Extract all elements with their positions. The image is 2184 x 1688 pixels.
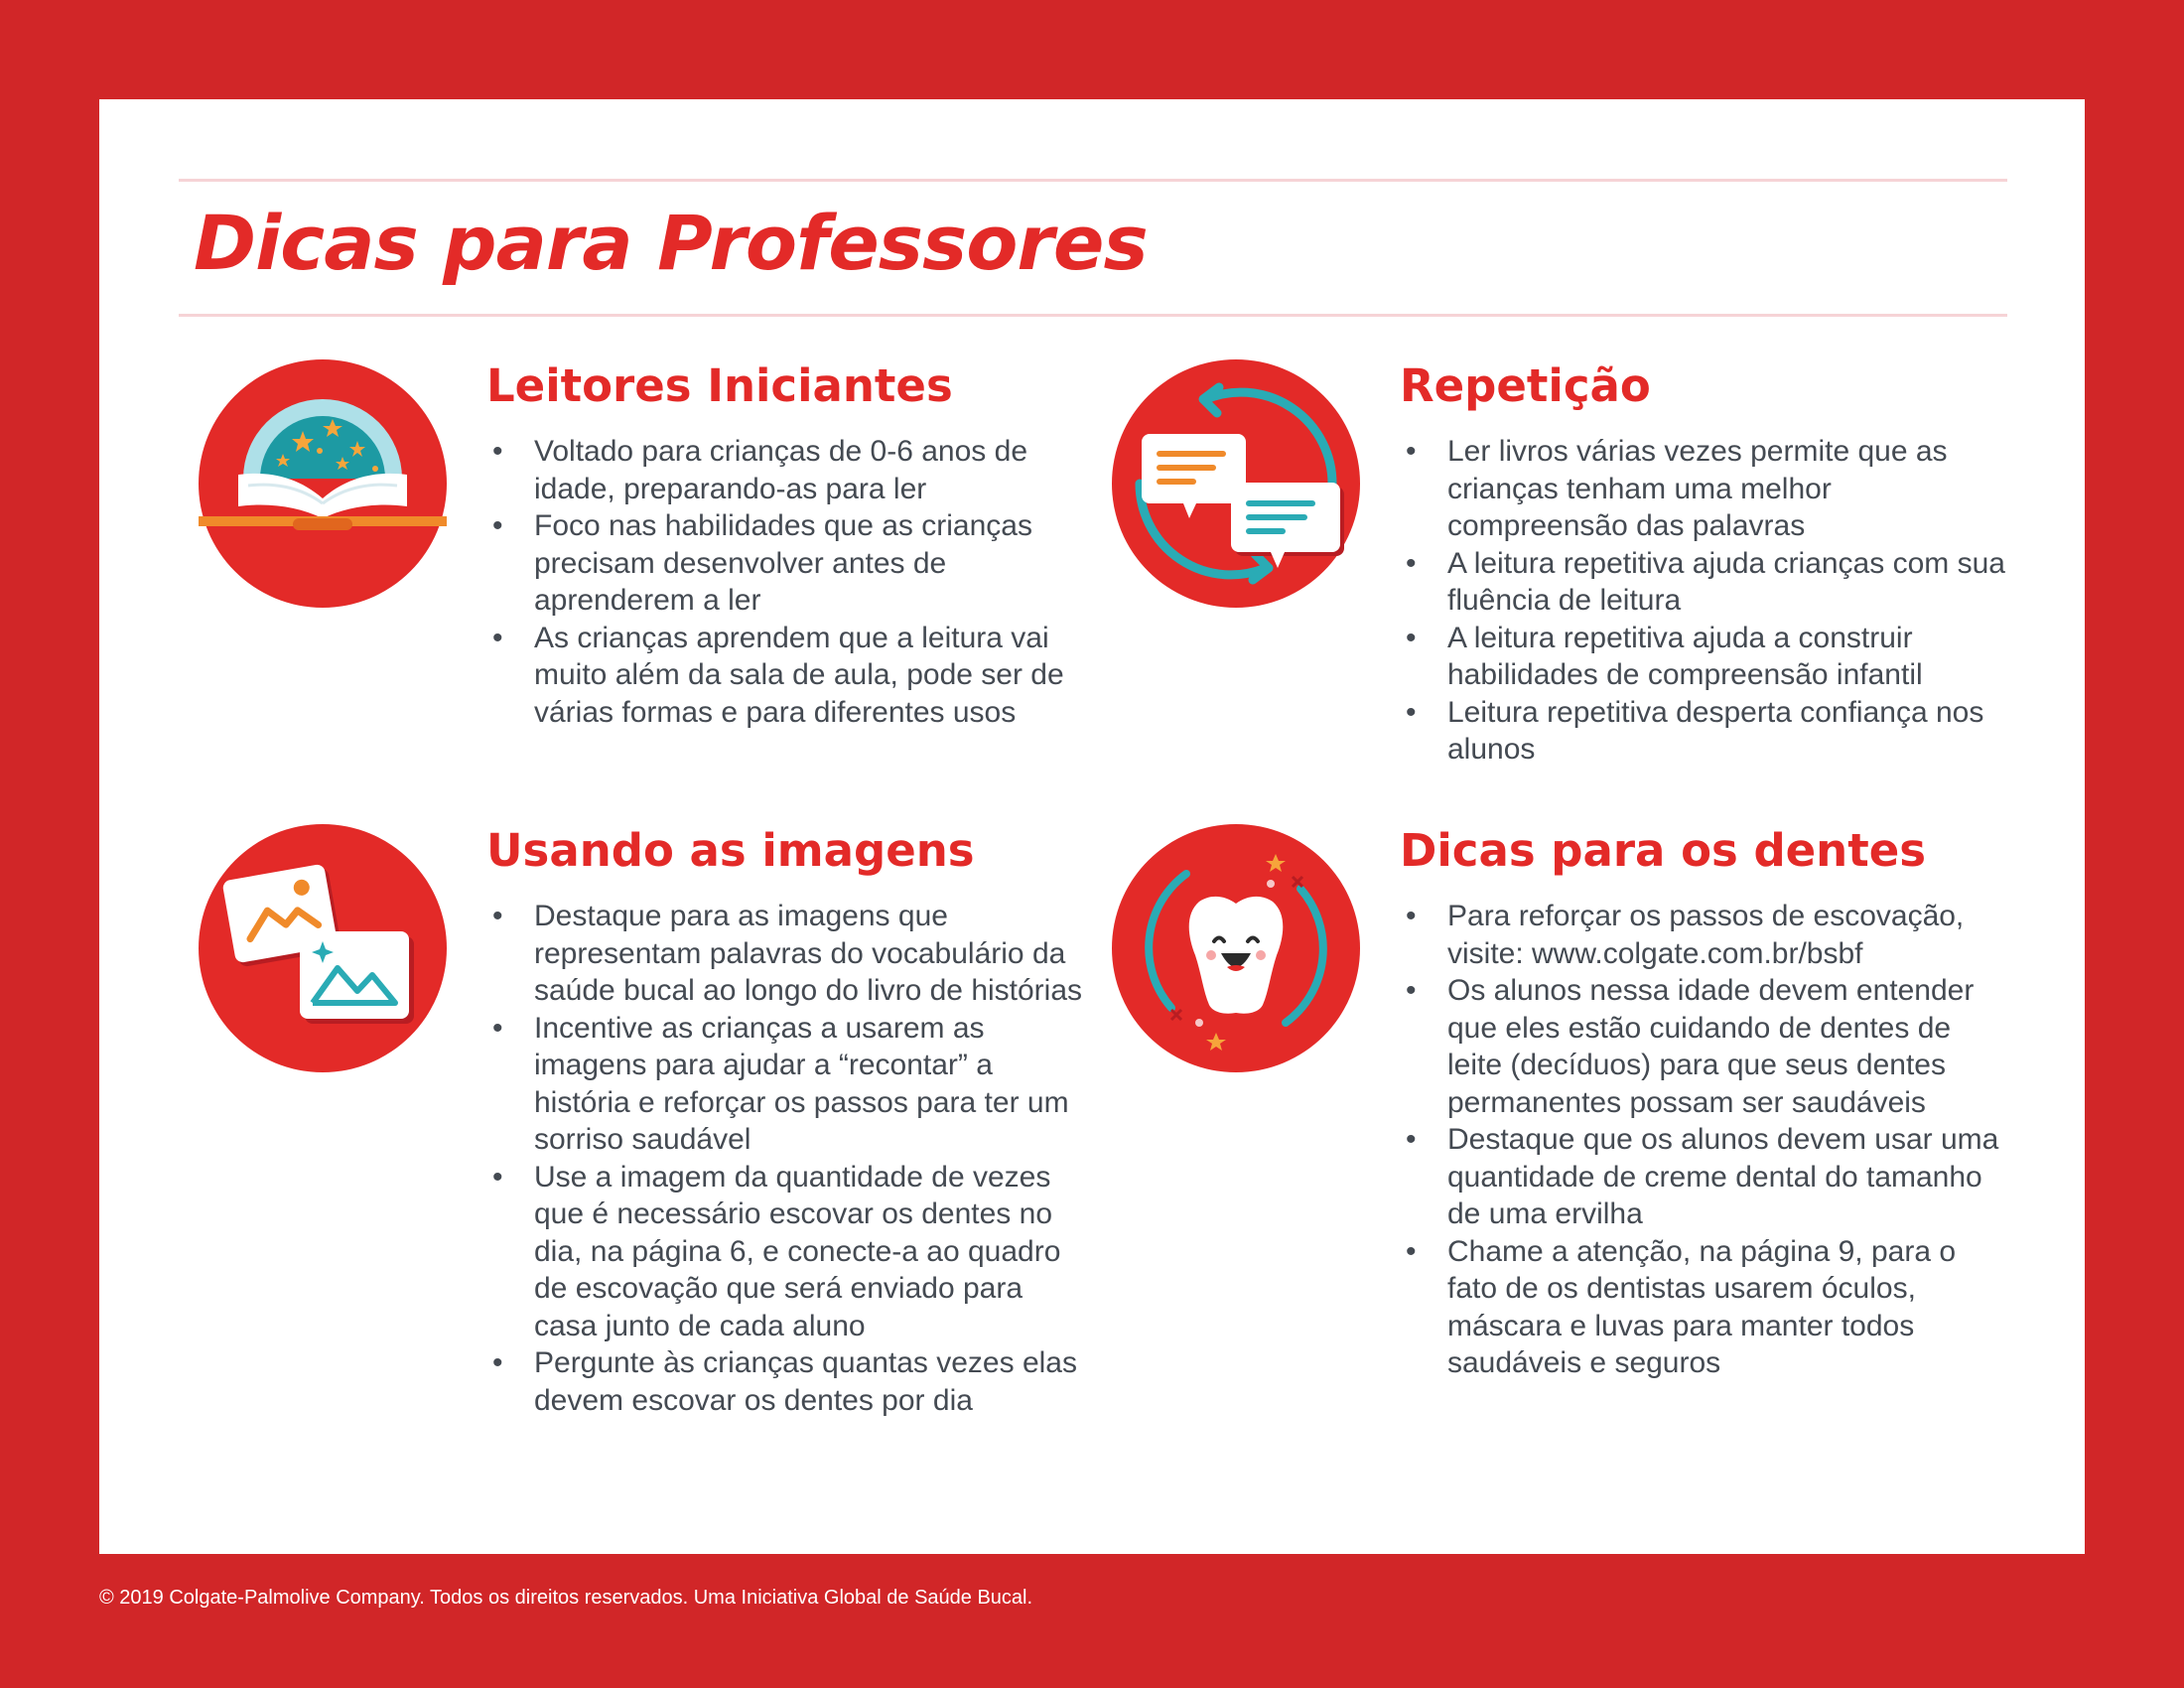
open-book-icon [199,359,447,608]
list-item: • Foco nas habilidades que as crianças precisam desenvolver antes de aprenderem a ler [486,507,1092,620]
bullet-list [1400,433,2005,769]
bullet-list [486,898,1092,1419]
list-item: • A leitura repetitiva ajuda crianças com sua fluência de leitura [1400,545,2005,620]
copyright-footer: © 2019 Colgate-Palmolive Company. Todos os direitos reservados. Uma Iniciativa Global de Saúde Bucal. [99,1587,1033,1609]
list-item: • Destaque para as imagens que representam palavras do vocabulário da saúde bucal ao longo do livro de histórias [486,898,1092,1010]
list-item: • Chame a atenção, na página 9, para o fato de os dentistas usarem óculos, máscara e luvas para manter todos saudáveis e seguros [1400,1233,2005,1382]
list-item: • A leitura repetitiva ajuda a construir habilidades de compreensão infantil [1400,620,2005,694]
list-item: • Ler livros várias vezes permite que as crianças tenham uma melhor compreensão das palavras [1400,433,2005,545]
smiling-tooth-icon [1112,824,1360,1072]
page-title: Dicas para Professores [194,199,1148,287]
list-item: • Destaque que os alunos devem usar uma quantidade de creme dental do tamanho de uma ervilha [1400,1121,2005,1233]
section-heading: Usando as imagens [486,824,975,877]
list-item: • Pergunte às crianças quantas vezes elas devem escovar os dentes por dia [486,1344,1092,1419]
section-heading: Repetição [1400,359,1651,412]
list-item: • Incentive as crianças a usarem as imagens para ajudar a “recontar” a história e reforçar os passos para ter um sorriso saudável [486,1010,1092,1159]
list-item: • Os alunos nessa idade devem entender que eles estão cuidando de dentes de leite (decíduos) para que seus dentes permanentes possam ser saudáveis [1400,972,2005,1121]
bullet-list [486,433,1092,731]
list-item: • As crianças aprendem que a leitura vai muito além da sala de aula, pode ser de várias formas e para diferentes usos [486,620,1092,732]
title-rule-top [179,179,2007,182]
title-rule-bottom [179,314,2007,317]
bullet-list [1400,898,2005,1382]
content-panel [99,99,2085,1554]
list-item: • Use a imagem da quantidade de vezes que é necessário escovar os dentes no dia, na página 6, e conecte-a ao quadro de escovação que será enviado para casa junto de cada aluno [486,1159,1092,1345]
pictures-icon [199,824,447,1072]
section-heading: Leitores Iniciantes [486,359,953,412]
list-item: • Leitura repetitiva desperta confiança nos alunos [1400,694,2005,769]
chat-repeat-icon [1112,359,1360,608]
section-heading: Dicas para os dentes [1400,824,1927,877]
list-item: • Voltado para crianças de 0-6 anos de idade, preparando-as para ler [486,433,1092,507]
list-item: • Para reforçar os passos de escovação, visite: www.colgate.com.br/bsbf [1400,898,2005,972]
